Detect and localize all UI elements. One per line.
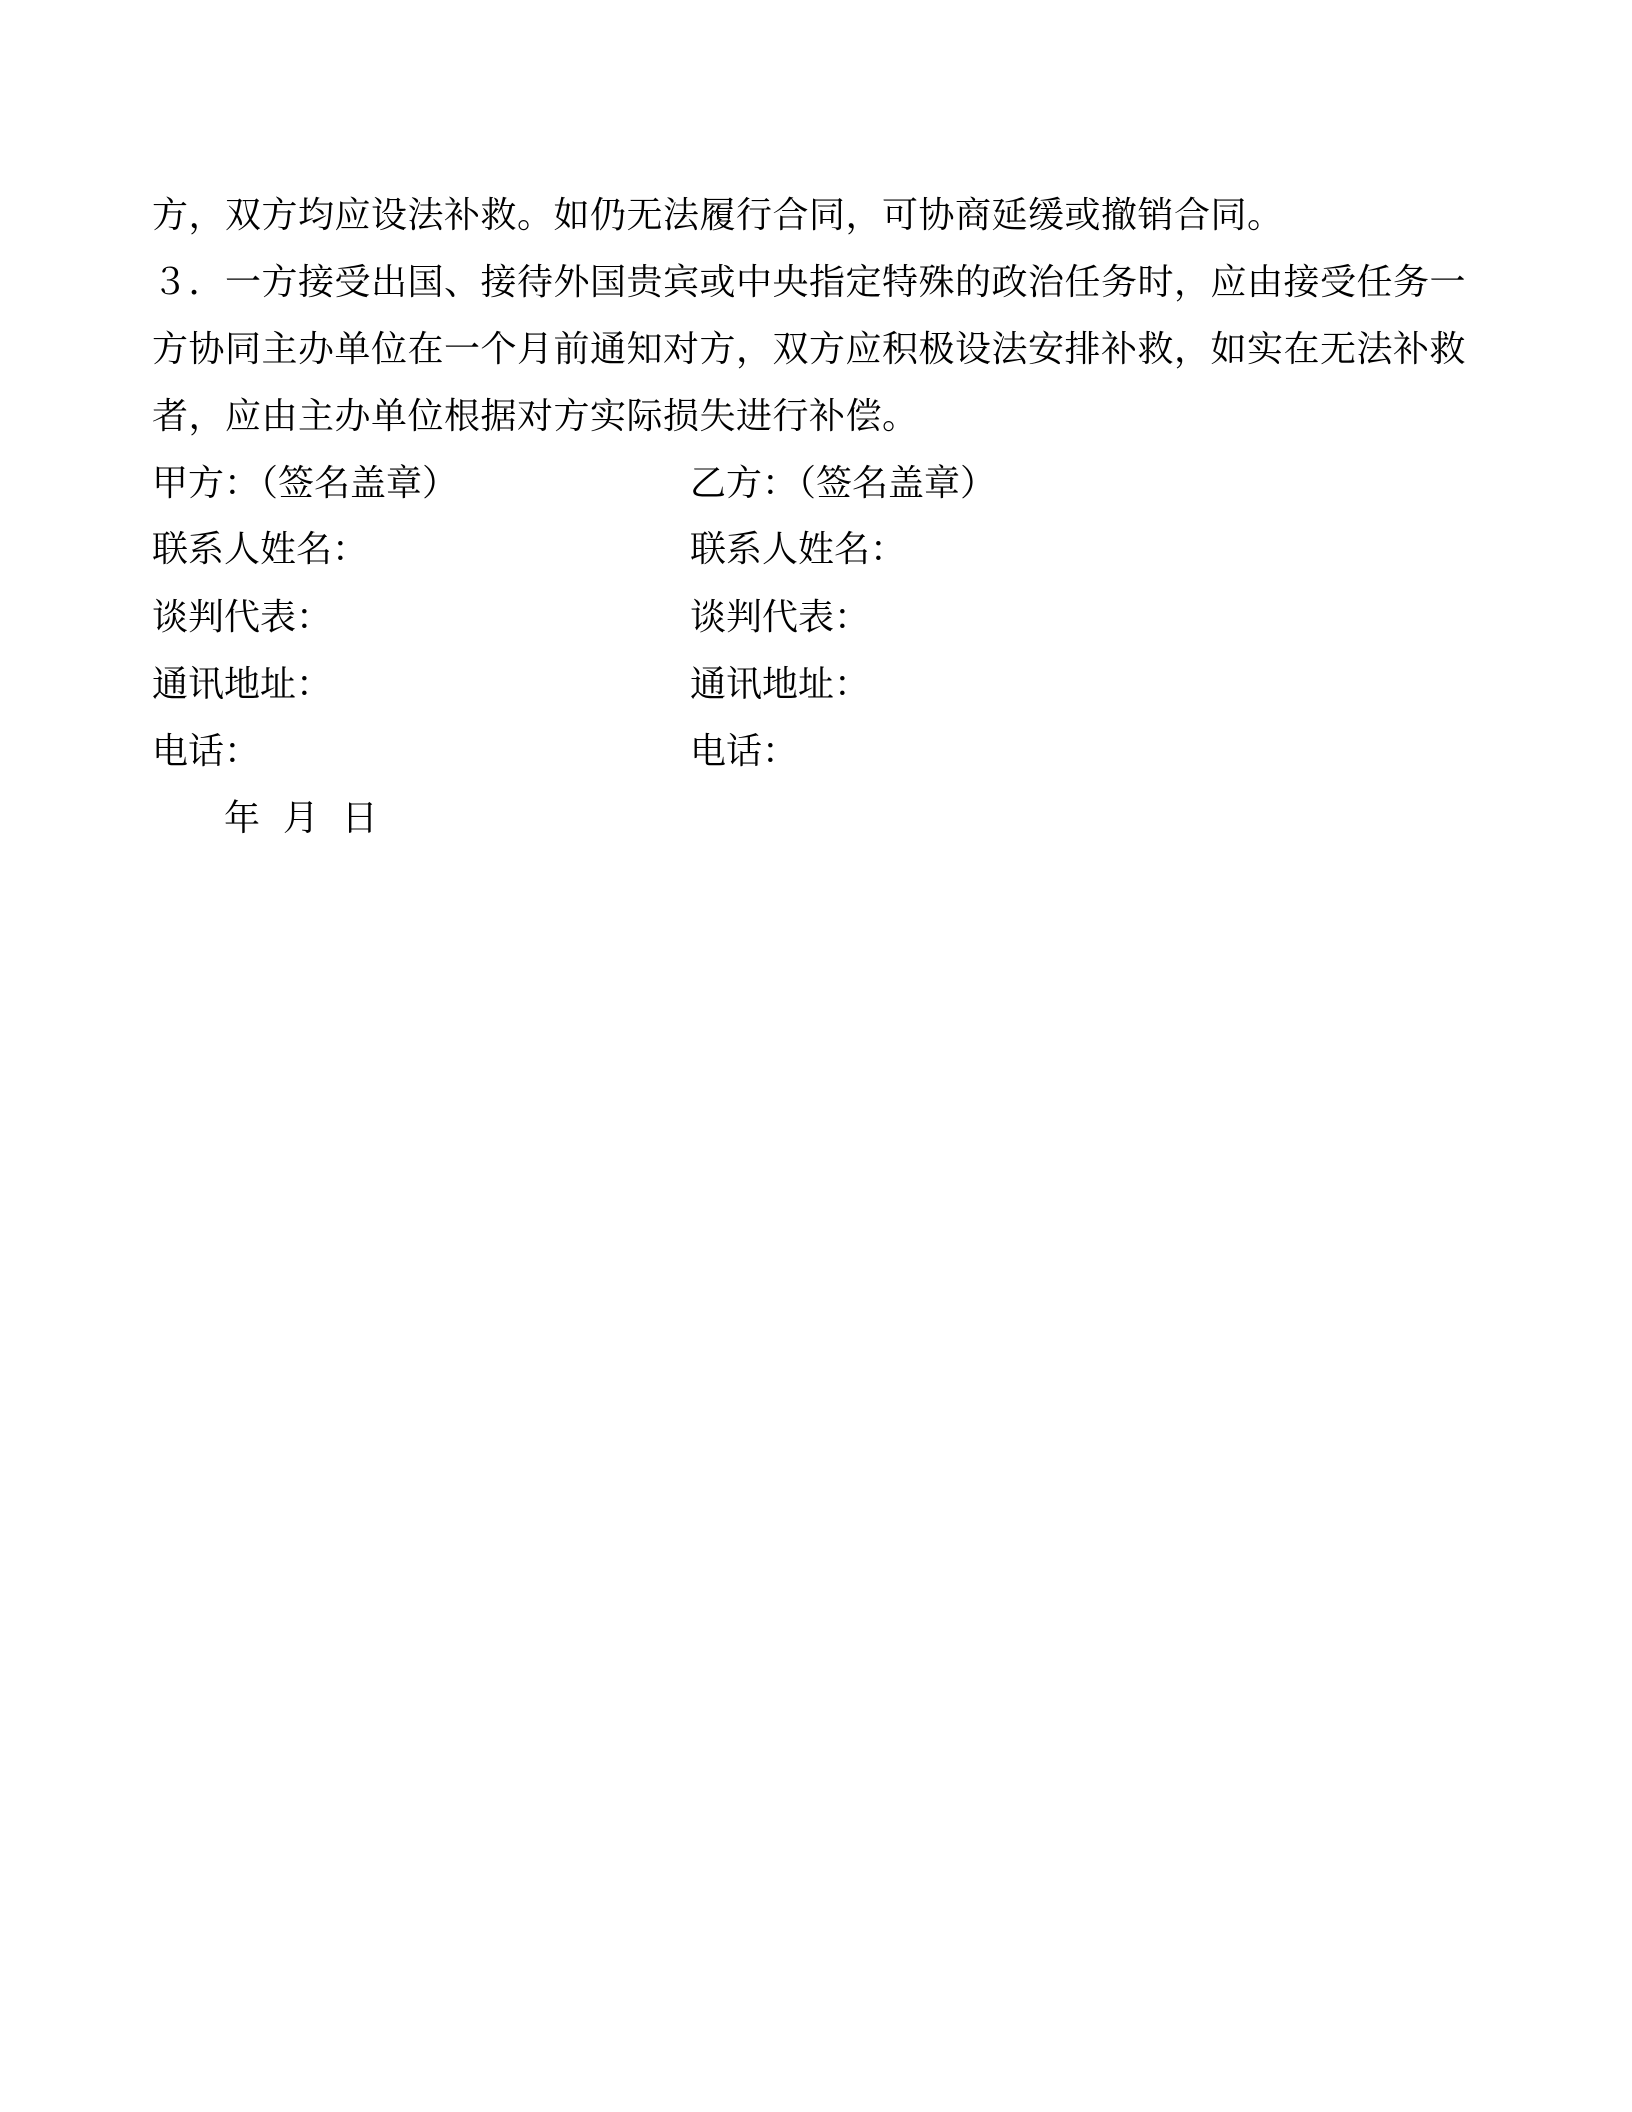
party-b-contact-label: 联系人姓名： (690, 529, 907, 570)
address-row (152, 663, 1492, 711)
party-a-sign: 甲方：（签名盖章） (152, 463, 459, 504)
paragraph-line: 者，应由主办单位根据对方实际损失进行补偿。 (152, 396, 919, 437)
contact-row (152, 528, 1492, 576)
paragraph-line: 方协同主办单位在一个月前通知对方，双方应积极设法安排补救，如实在无法补救 (152, 329, 1467, 370)
party-a-address-label: 通讯地址： (152, 664, 333, 705)
phone-row (152, 730, 1492, 778)
party-a-phone-label: 电话： (152, 731, 261, 772)
signature-row (152, 462, 1492, 510)
paragraph-line: ３．一方接受出国、接待外国贵宾或中央指定特殊的政治任务时，应由接受任务一 (152, 262, 1467, 303)
party-b-address-label: 通讯地址： (690, 664, 871, 705)
paragraph-line: 方，双方均应设法补救。如仍无法履行合同，可协商延缓或撤销合同。 (152, 195, 1284, 236)
party-b-phone-label: 电话： (690, 731, 799, 772)
party-b-sign: 乙方：（签名盖章） (690, 463, 997, 504)
party-b-representative-label: 谈判代表： (690, 597, 871, 638)
date-line: 年 月 日 (224, 798, 378, 839)
party-a-contact-label: 联系人姓名： (152, 529, 369, 570)
representative-row (152, 596, 1492, 644)
party-a-representative-label: 谈判代表： (152, 597, 333, 638)
